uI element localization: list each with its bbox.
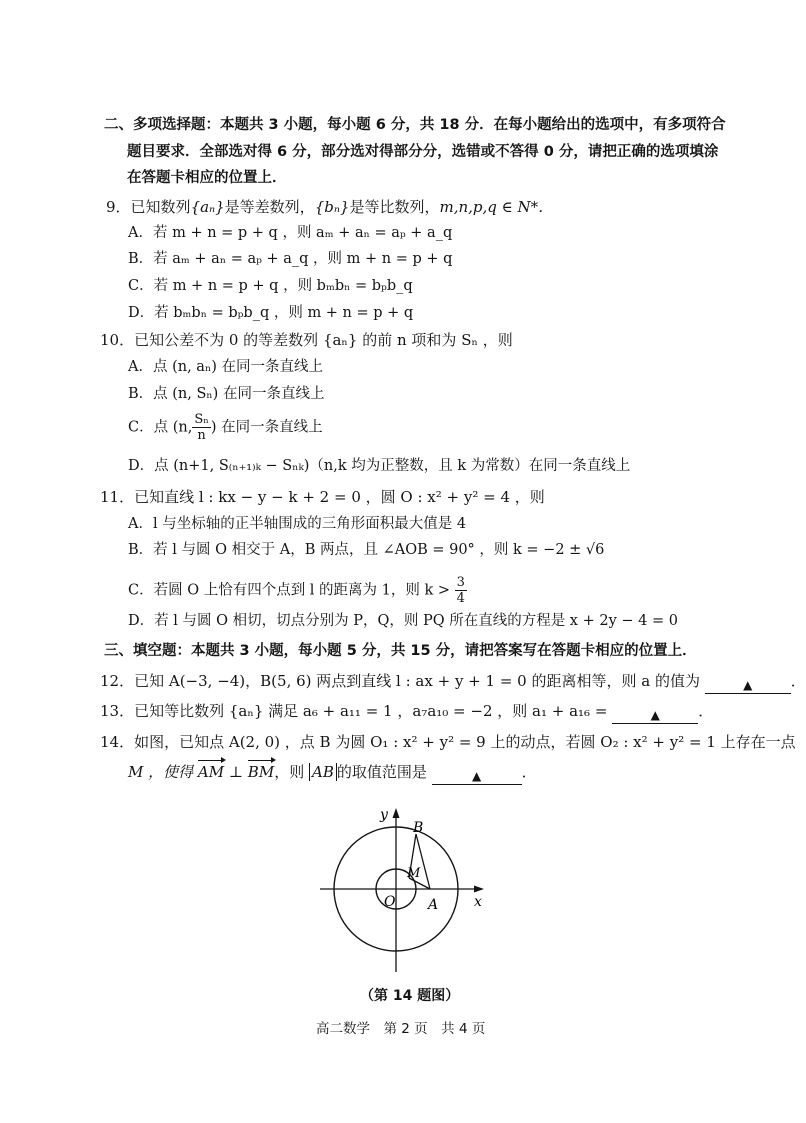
answer-blank-13[interactable]: ▲ [612,708,698,724]
fraction-sn-over-n: $\frac{\text{Sₙ}}{n}$ [194,412,209,443]
question-9-number: 9． [106,198,131,216]
label-o: O [384,894,396,910]
section-2-header-line3: 在答题卡相应的位置上． [127,170,287,186]
question-9-option-c: C．若 m + n = p + q ，则 bₘbₙ = bₚb_q [128,278,413,294]
question-10-option-a: A．点 (n, aₙ) 在同一条直线上 [128,359,323,375]
question-13-number: 13． [100,702,135,720]
question-10-stem: 10．已知公差不为 0 的等差数列 {aₙ} 的前 n 项和为 Sₙ ，则 [100,331,513,349]
question-11-option-c: C．若圆 O 上恰有四个点到 l 的距离为 1，则 k > $\frac{3}{4}$ [128,575,465,606]
question-14-line2: M ，使得 AM ⊥ BM，则 AB 的取值范围是 ▲ ． [128,763,537,783]
section-2-header-line1: 二、多项选择题：本题共 3 小题，每小题 6 分，共 18 分．在每小题给出的选项中，有多项符合 [104,117,726,133]
label-a: A [428,897,439,913]
figure-caption: （第 14 题图） [360,988,460,1004]
section-3-header: 三、填空题：本题共 3 小题，每小题 5 分，共 15 分，请把答案写在答题卡相应的位置上． [104,643,697,659]
label-x: x [474,894,482,910]
vector-bm: BM [247,763,275,781]
question-10-option-b: B．点 (n, Sₙ) 在同一条直线上 [128,386,325,402]
question-11-stem: 11．已知直线 l : kx − y − k + 2 = 0 ，圆 O : x² + y² = 4 ，则 [100,488,545,506]
question-14-number: 14． [100,733,135,751]
question-11-option-b: B．若 l 与圆 O 相交于 A，B 两点，且 ∠AOB = 90° ，则 k = −2 ± √6 [128,542,605,558]
question-9-option-b: B．若 aₘ + aₙ = aₚ + a_q ，则 m + n = p + q [128,251,453,267]
answer-blank-12[interactable]: ▲ [705,678,791,694]
page-footer: 高二数学 第 2 页 共 4 页 [316,1021,486,1037]
question-9-option-a: A．若 m + n = p + q ，则 aₘ + aₙ = aₚ + a_q [128,225,453,241]
label-b: B [413,820,424,836]
section-2-header-line2: 题目要求．全部选对得 6 分，部分选对得部分分，选错或不答得 0 分，请把正确的选项填涂 [127,144,719,160]
question-10-number: 10． [100,331,135,349]
question-9-stem: 9．已知数列{aₙ}是等差数列，{bₙ}是等比数列，m,n,p,q ∈ N*． [106,198,554,216]
label-m: M [407,866,421,881]
question-10-option-d: D．点 (n+1, S₍ₙ₊₁₎ₖ − Sₙₖ)（n,k 均为正整数，且 k 为常数）在同一条直线上 [128,458,631,474]
question-9-option-d: D．若 bₘbₙ = bₚb_q ，则 m + n = p + q [128,305,414,321]
abs-ab: AB [309,763,337,781]
vector-am: AM [197,763,225,781]
x-axis-arrow-icon [474,886,484,893]
answer-blank-14[interactable]: ▲ [432,769,522,785]
fraction-three-quarters: $\frac{3}{4}$ [456,575,465,606]
y-axis-arrow-icon [393,808,400,818]
question-12-number: 12． [100,672,135,690]
question-10-option-c: C．点 (n, $\frac{\text{Sₙ}}{n}$ ) 在同一条直线上 [128,412,323,443]
label-y: y [380,807,388,823]
question-11-option-d: D．若 l 与圆 O 相切，切点分别为 P，Q，则 PQ 所在直线的方程是 x + 2y − 4 = 0 [128,613,678,629]
question-13: 13．已知等比数列 {aₙ} 满足 a₆ + a₁₁ = 1 ，a₇a₁₀ = −2 ，则 a₁ + a₁₆ = ▲ ． [100,702,714,722]
question-12: 12．已知 A(−3, −4)，B(5, 6) 两点到直线 l : ax + y + 1 = 0 的距离相等，则 a 的值为 ▲ ． [100,672,806,692]
question-11-option-a: A．l 与坐标轴的正半轴围成的三角形面积最大值是 4 [128,516,467,532]
question-14-line1: 14．如图，已知点 A(2, 0) ，点 B 为圆 O₁ : x² + y² = 9 上的动点，若圆 O₂ : x² + y² = 1 上存在一点 [100,733,796,751]
question-11-number: 11． [100,488,135,506]
question-14-figure [318,802,494,974]
